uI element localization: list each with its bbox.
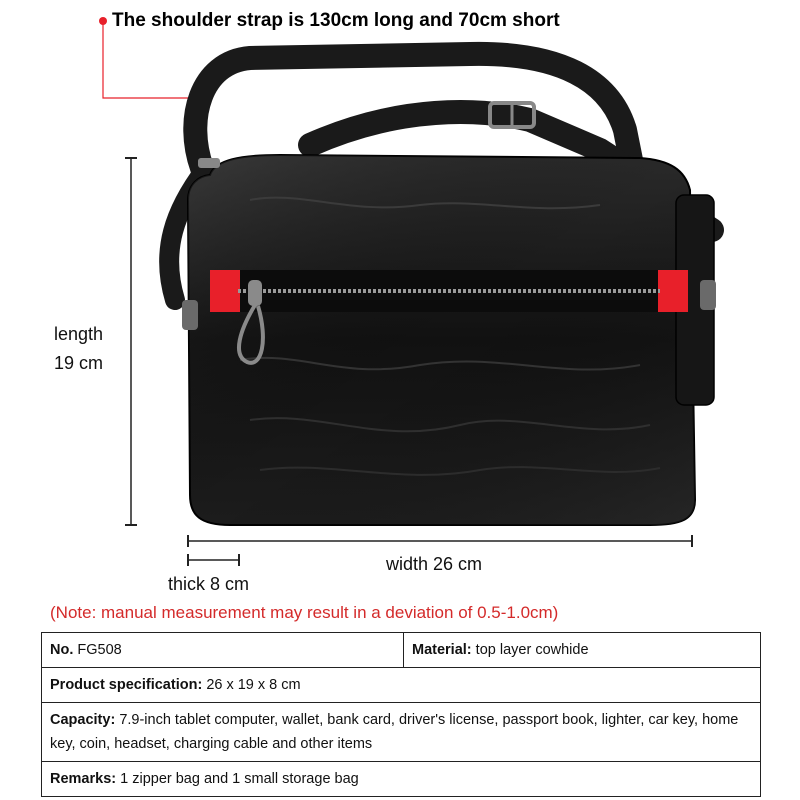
table-row: [42, 703, 761, 762]
specification-label: Product specification:: [50, 677, 203, 693]
width-label: width 26 cm: [386, 554, 483, 574]
capacity-label: Capacity:: [50, 712, 116, 728]
strap-length-note: The shoulder strap is 130cm long and 70cm short: [112, 10, 560, 31]
remarks-label: Remarks:: [50, 771, 117, 787]
model-number-value: FG508: [77, 642, 122, 658]
spec-table: [41, 632, 761, 797]
specification-value: 26 x 19 x 8 cm: [206, 677, 301, 693]
remarks-value: 1 zipper bag and 1 small storage bag: [120, 771, 359, 787]
length-value: 19 cm: [54, 353, 104, 373]
specification-cell: [42, 668, 761, 703]
length-label: length: [54, 324, 104, 344]
material-label: Material:: [412, 642, 472, 658]
capacity-value: 7.9-inch tablet computer, wallet, bank card, driver's license, passport book, lighter, car key, home key, coin, headset, charging cable and other items: [50, 712, 739, 752]
table-row: [42, 633, 761, 668]
model-number-label: No.: [50, 642, 74, 658]
table-row: [42, 762, 761, 797]
model-number-cell: [42, 633, 404, 668]
remarks-cell: [42, 762, 761, 797]
material-value: top layer cowhide: [475, 642, 589, 658]
table-row: [42, 668, 761, 703]
capacity-cell: [42, 703, 761, 762]
thick-label: thick 8 cm: [168, 574, 250, 594]
material-cell: [404, 633, 761, 668]
measurement-deviation-note: (Note: manual measurement may result in a deviation of 0.5-1.0cm): [50, 603, 559, 622]
